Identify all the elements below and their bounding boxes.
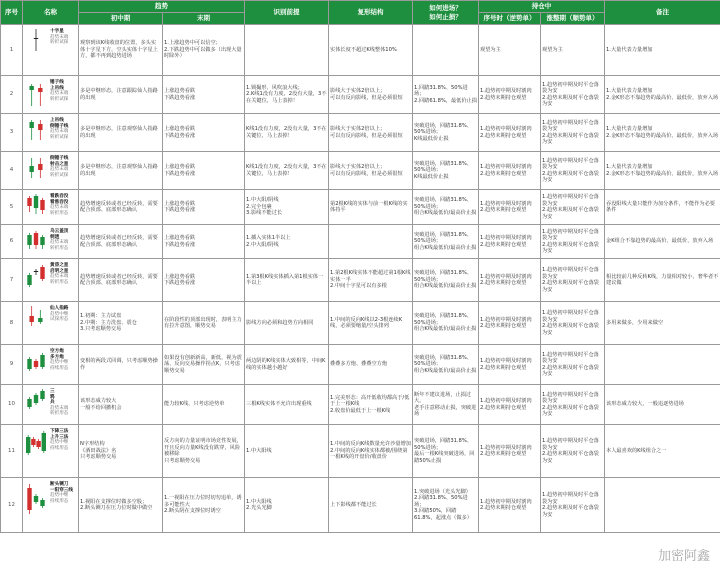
row-number: 10 bbox=[1, 385, 23, 425]
table-row bbox=[1, 152, 720, 190]
recognition-cell: 1.中大阳线 bbox=[245, 425, 329, 478]
pattern-subtitle: 趋势末端 转折试探 bbox=[50, 91, 69, 102]
candlestick-icon bbox=[23, 478, 49, 532]
hold-counter-cell: 观望为主 bbox=[479, 25, 541, 76]
table-row bbox=[1, 225, 720, 259]
hold-counter-cell: 1.趋势初中期及时割肉 2.趋势末期持仓观望 bbox=[479, 478, 541, 533]
pattern-label bbox=[50, 80, 78, 102]
trend-late-cell: 1.上涨趋势中可以信空； 2.下跌趋势中可以做多（出现大量时除外） bbox=[163, 25, 245, 76]
pattern-label bbox=[50, 263, 78, 285]
pattern-cell bbox=[23, 385, 79, 425]
hold-trend-cell: 1.趋势初中期及时平仓落袋为安 2.趋势末期及时平仓落袋为安 bbox=[541, 225, 605, 259]
note-cell: 1.大量代表力量增加 2.金K形态不靠趋势的最高价、最低价，放弃入场 bbox=[605, 114, 720, 152]
row-number: 9 bbox=[1, 345, 23, 385]
pattern-label bbox=[50, 482, 78, 504]
hold-counter-cell: 1.趋势初中期及时割肉 2.趋势末期持仓观望 bbox=[479, 114, 541, 152]
col-note: 备注 bbox=[605, 1, 720, 25]
row-number: 7 bbox=[1, 259, 23, 302]
shape-cell bbox=[329, 225, 413, 259]
pattern-name: 空方炮 多方炮 bbox=[50, 349, 64, 360]
note-cell: 1.大量代表力量增加 bbox=[605, 25, 720, 76]
hold-counter-cell: 1.趋势初中期及时割肉 2.趋势末期持仓观望 bbox=[479, 425, 541, 478]
pattern-name: 三 鸦 兵 bbox=[50, 389, 55, 406]
trend-early-cell: 1.视阳在支撑位时做多空股； 2.断头铡刀在压力位时做中做空 bbox=[79, 478, 163, 533]
shape-cell: 叠叠多方炮、叠叠空方炮 bbox=[329, 345, 413, 385]
pattern-label bbox=[50, 118, 78, 140]
hold-counter-cell: 1.趋势初中期及时割肉 2.趋势末期持仓观望 bbox=[479, 259, 541, 302]
candle-body bbox=[29, 122, 33, 128]
pattern-name: 十字星 bbox=[50, 29, 64, 34]
table-row bbox=[1, 259, 720, 302]
pattern-subtitle: 趋势末端 转折形态 bbox=[50, 240, 69, 251]
candle-body bbox=[40, 391, 44, 399]
entry-cell: 突破进场，回踏31.8%、50%进场； K线最低价止损 bbox=[413, 114, 479, 152]
pattern-name: 下降三法 上升三法 bbox=[50, 429, 69, 440]
shape-cell: 影线大于实体2倍以上； 可以有反向影线，但是必须很短 bbox=[329, 152, 413, 190]
pattern-label bbox=[50, 229, 78, 251]
candlestick-icon bbox=[23, 225, 49, 258]
pattern-cell bbox=[23, 25, 79, 76]
trend-early-cell: 变相的两段式回调，只考虑顺势操作 bbox=[79, 345, 163, 385]
candle-body bbox=[27, 235, 31, 245]
note-cell bbox=[605, 478, 720, 533]
shape-cell: 第2根K线的实体与前一根K线的实体持平 bbox=[329, 190, 413, 225]
pattern-cell bbox=[23, 478, 79, 533]
pattern-name: 锤子线 上吊线 bbox=[50, 80, 64, 91]
entry-cell: 突破进场，回踏31.8%、50%进场； 组合K线最低价/最高价止损 bbox=[413, 345, 479, 385]
shape-cell: 1.中间的反向K线数量允许沙量增加 2.中间的反向K线实体都被/围绕第一根K线的开盘价/收盘价 bbox=[329, 425, 413, 478]
candle-body bbox=[29, 316, 33, 322]
pattern-cell bbox=[23, 76, 79, 114]
hold-trend-cell: 1.趋势初中期及时平仓落袋为安 2.趋势末期及时平仓落袋为安 bbox=[541, 385, 605, 425]
pattern-label bbox=[50, 29, 78, 46]
hold-counter-cell: 1.趋势初中期及时割肉 2.趋势末期持仓观望 bbox=[479, 345, 541, 385]
note-cell: 相比较前几种反转K线，力量相对较小，奢华者不建议做 bbox=[605, 259, 720, 302]
row-number: 4 bbox=[1, 152, 23, 190]
table-row bbox=[1, 385, 720, 425]
candle-body bbox=[38, 88, 42, 92]
note-cell: 该形态威力较大，一般追逐势进场 bbox=[605, 385, 720, 425]
candle-body bbox=[26, 437, 30, 453]
hold-trend-cell: 1.趋势初中期及时平仓落袋为安 2.趋势末期及时平仓落袋为安 bbox=[541, 425, 605, 478]
pattern-cell bbox=[23, 152, 79, 190]
shape-cell: 上下影线都不能过长 bbox=[329, 478, 413, 533]
trend-late-cell: 上涨趋势看跌 下跌趋势看涨 bbox=[163, 76, 245, 114]
candle-body bbox=[34, 38, 38, 39]
col-shape: 复形结构 bbox=[329, 1, 413, 25]
entry-cell: 1.回踏31.8%、50%进场； 2.回踏61.8%，最低价止损 bbox=[413, 76, 479, 114]
watermark: 加密阿鑫 bbox=[657, 549, 710, 564]
pattern-subtitle: 趋势中继 持续形态 bbox=[50, 493, 69, 504]
candle-body bbox=[34, 233, 38, 245]
candlestick-icon bbox=[23, 114, 49, 151]
pattern-name: 乌云盖顶 刺透 bbox=[50, 229, 69, 240]
row-number: 5 bbox=[1, 190, 23, 225]
pattern-name: 倒锤子线 射击之星 bbox=[50, 156, 69, 167]
candlestick-icon bbox=[23, 425, 49, 477]
trend-late-cell: 上涨趋势看跌 下跌趋势看涨 bbox=[163, 225, 245, 259]
pattern-subtitle: 趋势中继 试探形态 bbox=[50, 311, 69, 323]
note-cell: 1.大量代表力量增加 2.金K形态不靠趋势的最高价、最低价，放弃入场 bbox=[605, 152, 720, 190]
row-number: 1 bbox=[1, 25, 23, 76]
trend-late-cell: 能力较K线、只考虑逆势单 bbox=[163, 385, 245, 425]
candle-body bbox=[27, 275, 31, 285]
pattern-name: 仙人指路 bbox=[50, 306, 69, 311]
note-cell: 多用来做多，少用来做空 bbox=[605, 302, 720, 345]
table-row bbox=[1, 478, 720, 533]
row-number: 11 bbox=[1, 425, 23, 478]
trend-early-cell: 多是中继形态，注意观察仙人指路的出现 bbox=[79, 152, 163, 190]
recognition-cell: 1.第3根K线实体插入第1根实体一半以上 bbox=[245, 259, 329, 302]
trend-late-cell: 上涨趋势看跌 下跌趋势看涨 bbox=[163, 152, 245, 190]
pattern-name: 断头铡刀 一阳穿三线 bbox=[50, 482, 73, 493]
candle-body bbox=[40, 500, 44, 506]
pattern-cell bbox=[23, 225, 79, 259]
pattern-subtitle: 趋势末端 转折试探 bbox=[50, 34, 69, 46]
pattern-label bbox=[50, 306, 78, 323]
col-trend-late: 末期 bbox=[163, 13, 245, 25]
pattern-subtitle: 趋势末端 转折形态 bbox=[50, 405, 69, 417]
hold-trend-cell: 1.趋势初中期及时平仓落袋为安 2.趋势末期及时平仓落袋为安 bbox=[541, 76, 605, 114]
pattern-cell bbox=[23, 345, 79, 385]
candle-body bbox=[38, 318, 42, 322]
trend-late-cell: 反方向的力量证明市场竞性发展，开且反向力量K线没有跌穿，风险被移除 只考虑顺势交易 bbox=[163, 425, 245, 478]
trend-early-cell: 趋势增速反转或者已经反转，需要配合顶部、底部形态确认 bbox=[79, 190, 163, 225]
trend-early-cell: N字形结构 《酒田战法》名 只考虑顺势交易 bbox=[79, 425, 163, 478]
pattern-subtitle: 趋势末端 转折试探 bbox=[50, 167, 69, 178]
recognition-cell: 1.锁撮形、风吹浪大线； 2.K线1没有力度，2没有大量，3不在关键位，马上表掉！ bbox=[245, 76, 329, 114]
candlestick-icon bbox=[23, 190, 49, 224]
entry-cell: 突破进场，回踏31.8%、50%进场； 组合K线最低价/最高价止损 bbox=[413, 302, 479, 345]
entry-cell: 突破进场，回踏31.8%、50%进场； 最后一根K线突破进场，回踏50%止损 bbox=[413, 425, 479, 478]
col-hold-trend: 涨整期（顺势单） bbox=[541, 13, 605, 25]
candle-body bbox=[27, 399, 31, 407]
row-number: 2 bbox=[1, 76, 23, 114]
entry-cell: 断年不建议进场，止损过大。 老手注意移动止损，突破进场 bbox=[413, 385, 479, 425]
candle-body bbox=[40, 355, 44, 367]
entry-cell bbox=[413, 25, 479, 76]
candle-body bbox=[34, 196, 38, 208]
shape-cell: 影线大于实体2倍以上； 可以有反向影线，但是必须很短 bbox=[329, 76, 413, 114]
recognition-cell: 影线方向必须和趋势方向相同 bbox=[245, 302, 329, 345]
note-cell: 本人最喜欢的K线组合之一 bbox=[605, 425, 720, 478]
hold-trend-cell: 1.趋势初中期及时平仓落袋为安 2.趋势末期及时平仓落袋为安 bbox=[541, 302, 605, 345]
trend-late-cell: 上涨趋势看跌 下跌趋势看涨 bbox=[163, 114, 245, 152]
pattern-label bbox=[50, 156, 78, 178]
pattern-subtitle: 趋势末端 转折形态 bbox=[50, 274, 69, 285]
hold-trend-cell: 1.趋势初中期及时平仓落袋为安 2.趋势末期及时平仓落袋为安 bbox=[541, 259, 605, 302]
note-cell: 金K组合不靠趋势的最高价、最低价，放弃入场 bbox=[605, 225, 720, 259]
hold-trend-cell: 1.趋势初中期及时平仓落袋为安 2.趋势末期及时平仓落袋为安 bbox=[541, 345, 605, 385]
pattern-label bbox=[50, 389, 78, 417]
col-trend: 趋势 bbox=[79, 1, 245, 13]
trend-early-cell: 该形态威力较大 一般不给回撤机会 bbox=[79, 385, 163, 425]
recognition-cell bbox=[245, 25, 329, 76]
candle-body bbox=[27, 198, 31, 206]
pattern-subtitle: 趋势末端 转折形态 bbox=[50, 205, 69, 216]
pattern-cell bbox=[23, 302, 79, 345]
recognition-cell: 1.中大阳/阴线 2.完全包裹 3.影线不能过长 bbox=[245, 190, 329, 225]
col-hold-counter: 序号时（逆势单） bbox=[479, 13, 541, 25]
candle-body bbox=[38, 164, 42, 170]
candlestick-icon bbox=[23, 259, 49, 301]
recognition-cell: 三根K线实体不允许出现重线 bbox=[245, 385, 329, 425]
candlestick-icon bbox=[23, 152, 49, 189]
entry-cell: 突破进场，回踏31.8%、50%进场； K线最低价止损 bbox=[413, 152, 479, 190]
col-recognition: 识别前提 bbox=[245, 1, 329, 25]
candle-body bbox=[29, 166, 33, 172]
table-row bbox=[1, 425, 720, 478]
entry-cell: 1.突破进场（光头光脚） 2.回踏31.8%、50%进场； 3.回踏50%，回踏61.8%，起涨点（做多） bbox=[413, 478, 479, 533]
table-row bbox=[1, 302, 720, 345]
col-entry: 如何进场？ 如何止损？ bbox=[413, 1, 479, 25]
recognition-cell: 两边阴的K线实体大致相等，中间K线的实体越小越好 bbox=[245, 345, 329, 385]
candlestick-icon bbox=[23, 345, 49, 384]
candle-body bbox=[36, 441, 40, 447]
col-seq: 序号 bbox=[1, 1, 23, 25]
candlestick-icon bbox=[23, 76, 49, 113]
row-number: 3 bbox=[1, 114, 23, 152]
col-trend-early: 初中期 bbox=[79, 13, 163, 25]
hold-counter-cell: 1.趋势初中期及时割肉 2.趋势末期持仓观望 bbox=[479, 190, 541, 225]
pattern-label bbox=[50, 194, 78, 216]
candle-body bbox=[29, 86, 33, 90]
pattern-name: 上吊线 倒锤子线 bbox=[50, 118, 69, 129]
pattern-subtitle: 趋势中继 持续形态 bbox=[50, 440, 69, 451]
trend-early-cell: 1.初期：主力试盘 2.中期：主力洗盘、震仓 3.只考虑顺势交易 bbox=[79, 302, 163, 345]
pattern-label bbox=[50, 429, 78, 451]
row-number: 12 bbox=[1, 478, 23, 533]
table-row bbox=[1, 345, 720, 385]
trend-late-cell: 如果没有创新新高、新低，视为震荡，反向交易操作拐点K，只考虑顺势交易 bbox=[163, 345, 245, 385]
pattern-name: 看跌吞没 看涨吞没 bbox=[50, 194, 69, 205]
trend-early-cell: 趋势增速反转或者已经反转，需要配合顶部、底部形态确认 bbox=[79, 225, 163, 259]
hold-counter-cell: 1.趋势初中期及时割肉 2.趋势末期持仓观望 bbox=[479, 152, 541, 190]
shape-cell: 1.第2根K线实体不能超过第1根K线实体一半 2.中间十字星可以有多根 bbox=[329, 259, 413, 302]
row-number: 8 bbox=[1, 302, 23, 345]
hold-counter-cell: 1.趋势初中期及时割肉 2.趋势末期持仓观望 bbox=[479, 225, 541, 259]
trend-early-cell: 观察到该K线收盘的位置，多头实体十字星下方，空头实体十字星上方，都不再到趋势进场 bbox=[79, 25, 163, 76]
candlestick-icon bbox=[23, 25, 49, 75]
candle-body bbox=[40, 200, 44, 210]
hold-counter-cell: 1.趋势初中期及时割肉 2.趋势末期持仓观望 bbox=[479, 302, 541, 345]
entry-cell: 突破进场，回踏31.8%、50%进场； 组合K线最低价/最高价止损 bbox=[413, 225, 479, 259]
shape-cell: 1.中间的反向K线以2-3根连续K线，必须要缩量/空头排列 bbox=[329, 302, 413, 345]
trend-late-cell: 1.一视阳在压力位时切勿追单，诱多可能性大 2.断头阴在支撑位时诱空 bbox=[163, 478, 245, 533]
col-name: 名称 bbox=[23, 1, 79, 25]
pattern-subtitle: 趋势末端 转折试探 bbox=[50, 129, 69, 140]
candle-body bbox=[34, 395, 38, 403]
hold-trend-cell: 1.趋势初中期及时平仓落袋为安 2.趋势末期及时平仓落袋为安 bbox=[541, 152, 605, 190]
entry-cell: 突破进场，回踏31.8%、50%进场； 组合K线最低价/最高价止损 bbox=[413, 190, 479, 225]
trend-early-cell: 趋势增速反转或者已经反转，需要配合顶部、底部形态确认 bbox=[79, 259, 163, 302]
recognition-cell: 1.插入实体1半以上 2.中大阳/阴线 bbox=[245, 225, 329, 259]
hold-counter-cell: 1.趋势初中期及时割肉 2.趋势末期持仓观望 bbox=[479, 385, 541, 425]
recognition-cell: 1.中大阳线 2.光头光脚 bbox=[245, 478, 329, 533]
shape-cell: 影线大于实体2倍以上； 可以有反向影线，但是必须很短 bbox=[329, 114, 413, 152]
candle-body bbox=[27, 359, 31, 369]
pattern-label bbox=[50, 349, 78, 371]
candlestick-icon bbox=[23, 302, 49, 344]
trend-early-cell: 多是中继形态，注意观察仙人指路的出现 bbox=[79, 114, 163, 152]
note-cell bbox=[605, 345, 720, 385]
table-row bbox=[1, 114, 720, 152]
candle-body bbox=[38, 124, 42, 130]
candle-body bbox=[34, 496, 38, 502]
trend-late-cell: 上涨趋势看跌 下跌趋势看涨 bbox=[163, 259, 245, 302]
entry-cell: 突破进场，回踏31.8%、50%进场； 组合K线最低价/最高价止损 bbox=[413, 259, 479, 302]
recognition-cell: K线1没有力度，2没有大量，3不在关键位，马上表掉！ bbox=[245, 114, 329, 152]
table-row bbox=[1, 25, 720, 76]
hold-trend-cell: 1.趋势初中期及时平仓落袋为安 2.趋势末期及时平仓落袋为安 bbox=[541, 190, 605, 225]
pattern-cell bbox=[23, 259, 79, 302]
pattern-cell bbox=[23, 114, 79, 152]
recognition-cell: K线1没有力度，2没有大量，3不在关键位，马上表掉！ bbox=[245, 152, 329, 190]
candle-body bbox=[27, 488, 31, 510]
candle-body bbox=[34, 361, 38, 367]
hold-trend-cell: 1.趋势初中期及时平仓落袋为安 2.趋势末期及时平仓落袋为安 bbox=[541, 478, 605, 533]
col-hold: 持仓中 bbox=[479, 1, 605, 13]
hold-trend-cell: 观望为主 bbox=[541, 25, 605, 76]
trend-late-cell: 在阶段性的顶部出现时，表明主力有拉升意图，顺势交易 bbox=[163, 302, 245, 345]
hold-counter-cell: 1.趋势初中期及时割肉 2.趋势末期持仓观望 bbox=[479, 76, 541, 114]
candle-body bbox=[40, 267, 44, 279]
candle-body bbox=[34, 271, 38, 272]
pattern-name: 黄昏之星 启明之星 bbox=[50, 263, 69, 274]
shape-cell: 1.完美形态：高开低收均都高于/低于上一根K线 2.收盘价最低于上一根K线 bbox=[329, 385, 413, 425]
table-row bbox=[1, 190, 720, 225]
pattern-cell bbox=[23, 190, 79, 225]
row-number: 6 bbox=[1, 225, 23, 259]
pattern-cell bbox=[23, 425, 79, 478]
candle-body bbox=[31, 439, 35, 445]
candle-body bbox=[42, 433, 46, 451]
trend-late-cell: 上涨趋势看跌 下跌趋势看涨 bbox=[163, 190, 245, 225]
table-row bbox=[1, 76, 720, 114]
hold-trend-cell: 1.趋势初中期及时平仓落袋为安 2.趋势末期及时平仓落袋为安 bbox=[541, 114, 605, 152]
candle-body bbox=[40, 237, 44, 245]
note-cell: 吞没阳线大量只能作为加分条件，不能作为必要条件 bbox=[605, 190, 720, 225]
shape-cell: 实体长度不超过K线整体10% bbox=[329, 25, 413, 76]
note-cell: 1.大量代表力量增加 2.金K形态不靠趋势的最高价、最低价，放弃入场 bbox=[605, 76, 720, 114]
pattern-subtitle: 趋势中继 持续形态 bbox=[50, 360, 69, 371]
trend-early-cell: 多是中继形态，注意跟踪仙人指路的出现 bbox=[79, 76, 163, 114]
candlestick-icon bbox=[23, 385, 49, 424]
